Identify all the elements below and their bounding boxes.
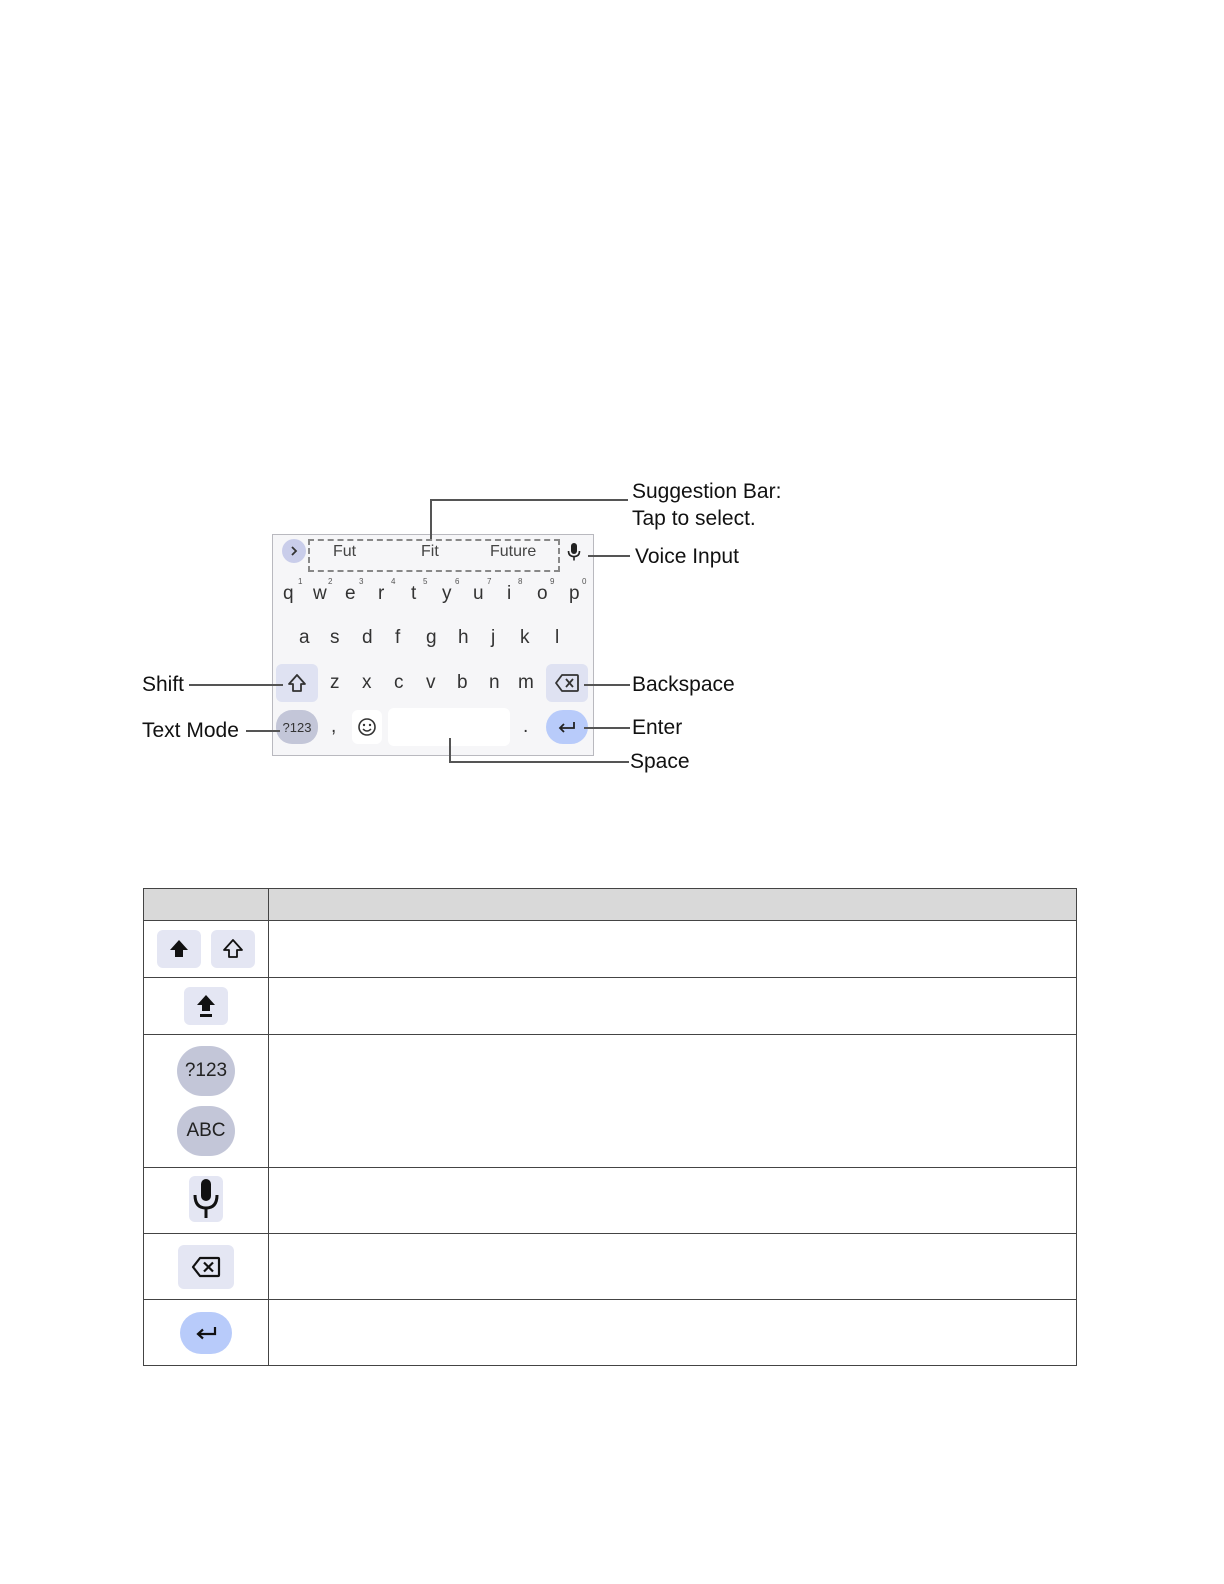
callout-voice-input: Voice Input xyxy=(635,545,739,568)
table-row xyxy=(144,1168,1077,1234)
table-cell-icon xyxy=(144,1234,269,1300)
key-z[interactable]: z xyxy=(330,672,340,693)
callout-line xyxy=(189,684,283,686)
table-row xyxy=(144,1300,1077,1366)
table-cell-icon xyxy=(144,1035,269,1168)
key-w[interactable]: w xyxy=(313,583,327,604)
key-hint: 1 xyxy=(298,577,303,586)
key-k[interactable]: k xyxy=(520,627,530,648)
callout-enter: Enter xyxy=(632,716,683,739)
table-row xyxy=(144,1234,1077,1300)
key-r[interactable]: r xyxy=(378,583,385,604)
shift-on-icon xyxy=(157,930,201,968)
key-j[interactable]: j xyxy=(491,627,496,648)
backspace-icon xyxy=(554,673,580,693)
numeric-mode-key-icon: ?123 xyxy=(177,1046,235,1096)
caps-lock-icon xyxy=(184,987,228,1025)
suggestion-item[interactable]: Fut xyxy=(333,543,357,560)
enter-key[interactable] xyxy=(546,710,588,744)
key-q[interactable]: q xyxy=(283,583,294,604)
key-b[interactable]: b xyxy=(457,672,468,693)
emoji-key[interactable] xyxy=(352,710,382,744)
suggestion-item[interactable]: Fit xyxy=(421,543,439,560)
key-m[interactable]: m xyxy=(518,672,534,693)
enter-icon xyxy=(557,720,577,734)
text-mode-key[interactable]: ?123 xyxy=(276,710,318,744)
callout-line xyxy=(584,684,630,686)
callout-line xyxy=(449,761,629,763)
table-cell-description xyxy=(269,921,1077,978)
key-hint: 4 xyxy=(391,577,396,586)
callout-suggestion-bar-desc: Tap to select. xyxy=(632,507,756,530)
shift-off-icon xyxy=(211,930,255,968)
key-hint: 8 xyxy=(518,577,523,586)
key-u[interactable]: u xyxy=(473,583,484,604)
callout-line xyxy=(449,738,451,762)
key-l[interactable]: l xyxy=(555,627,560,648)
key-hint: 7 xyxy=(487,577,492,586)
key-v[interactable]: v xyxy=(426,672,436,693)
expand-toolbar-button[interactable] xyxy=(282,539,306,563)
key-p[interactable]: p xyxy=(569,583,580,604)
key-comma[interactable]: , xyxy=(331,716,337,737)
microphone-icon xyxy=(189,1176,223,1222)
backspace-icon xyxy=(178,1245,234,1289)
table-cell-description xyxy=(269,978,1077,1035)
callout-text-mode: Text Mode xyxy=(142,719,239,742)
callout-line xyxy=(246,730,280,732)
suggestion-item[interactable]: Future xyxy=(490,543,537,560)
table-row xyxy=(144,921,1077,978)
table-cell-icon xyxy=(144,978,269,1035)
key-o[interactable]: o xyxy=(537,583,548,604)
key-hint: 0 xyxy=(582,577,587,586)
shift-key[interactable] xyxy=(276,664,318,702)
table-header-row xyxy=(144,889,1077,921)
key-d[interactable]: d xyxy=(362,627,373,648)
key-f[interactable]: f xyxy=(395,627,401,648)
table-cell-description xyxy=(269,1234,1077,1300)
table-row xyxy=(144,978,1077,1035)
table-row xyxy=(144,1035,1077,1168)
shift-icon xyxy=(286,672,308,694)
microphone-icon[interactable] xyxy=(566,542,582,562)
key-s[interactable]: s xyxy=(330,627,340,648)
key-c[interactable]: c xyxy=(394,672,404,693)
table-cell-icon xyxy=(144,921,269,978)
callout-line xyxy=(584,727,630,729)
table-header-description xyxy=(269,889,1077,921)
table-cell-description xyxy=(269,1035,1077,1168)
callout-line xyxy=(588,555,630,557)
key-g[interactable]: g xyxy=(426,627,437,648)
callout-line xyxy=(430,499,432,539)
table-header-key xyxy=(144,889,269,921)
key-hint: 2 xyxy=(328,577,333,586)
key-period[interactable]: . xyxy=(523,716,529,737)
key-hint: 3 xyxy=(359,577,364,586)
key-hint: 5 xyxy=(423,577,428,586)
chevron-right-icon xyxy=(288,545,300,557)
callout-suggestion-bar: Suggestion Bar: xyxy=(632,480,782,503)
table-cell-icon xyxy=(144,1168,269,1234)
backspace-key[interactable] xyxy=(546,664,588,702)
callout-space: Space xyxy=(630,750,690,773)
key-x[interactable]: x xyxy=(362,672,372,693)
key-a[interactable]: a xyxy=(299,627,310,648)
callout-line xyxy=(430,499,628,501)
key-y[interactable]: y xyxy=(442,583,452,604)
emoji-icon xyxy=(357,717,377,737)
key-t[interactable]: t xyxy=(411,583,417,604)
key-e[interactable]: e xyxy=(345,583,356,604)
key-n[interactable]: n xyxy=(489,672,500,693)
table-cell-description xyxy=(269,1300,1077,1366)
table-cell-description xyxy=(269,1168,1077,1234)
callout-backspace: Backspace xyxy=(632,673,735,696)
abc-mode-key-icon: ABC xyxy=(177,1106,235,1156)
key-hint: 6 xyxy=(455,577,460,586)
callout-shift: Shift xyxy=(142,673,185,696)
table-cell-icon xyxy=(144,1300,269,1366)
key-i[interactable]: i xyxy=(507,583,512,604)
key-h[interactable]: h xyxy=(458,627,469,648)
enter-icon xyxy=(180,1312,232,1354)
key-hint: 9 xyxy=(550,577,555,586)
keys-table xyxy=(143,888,1077,1366)
